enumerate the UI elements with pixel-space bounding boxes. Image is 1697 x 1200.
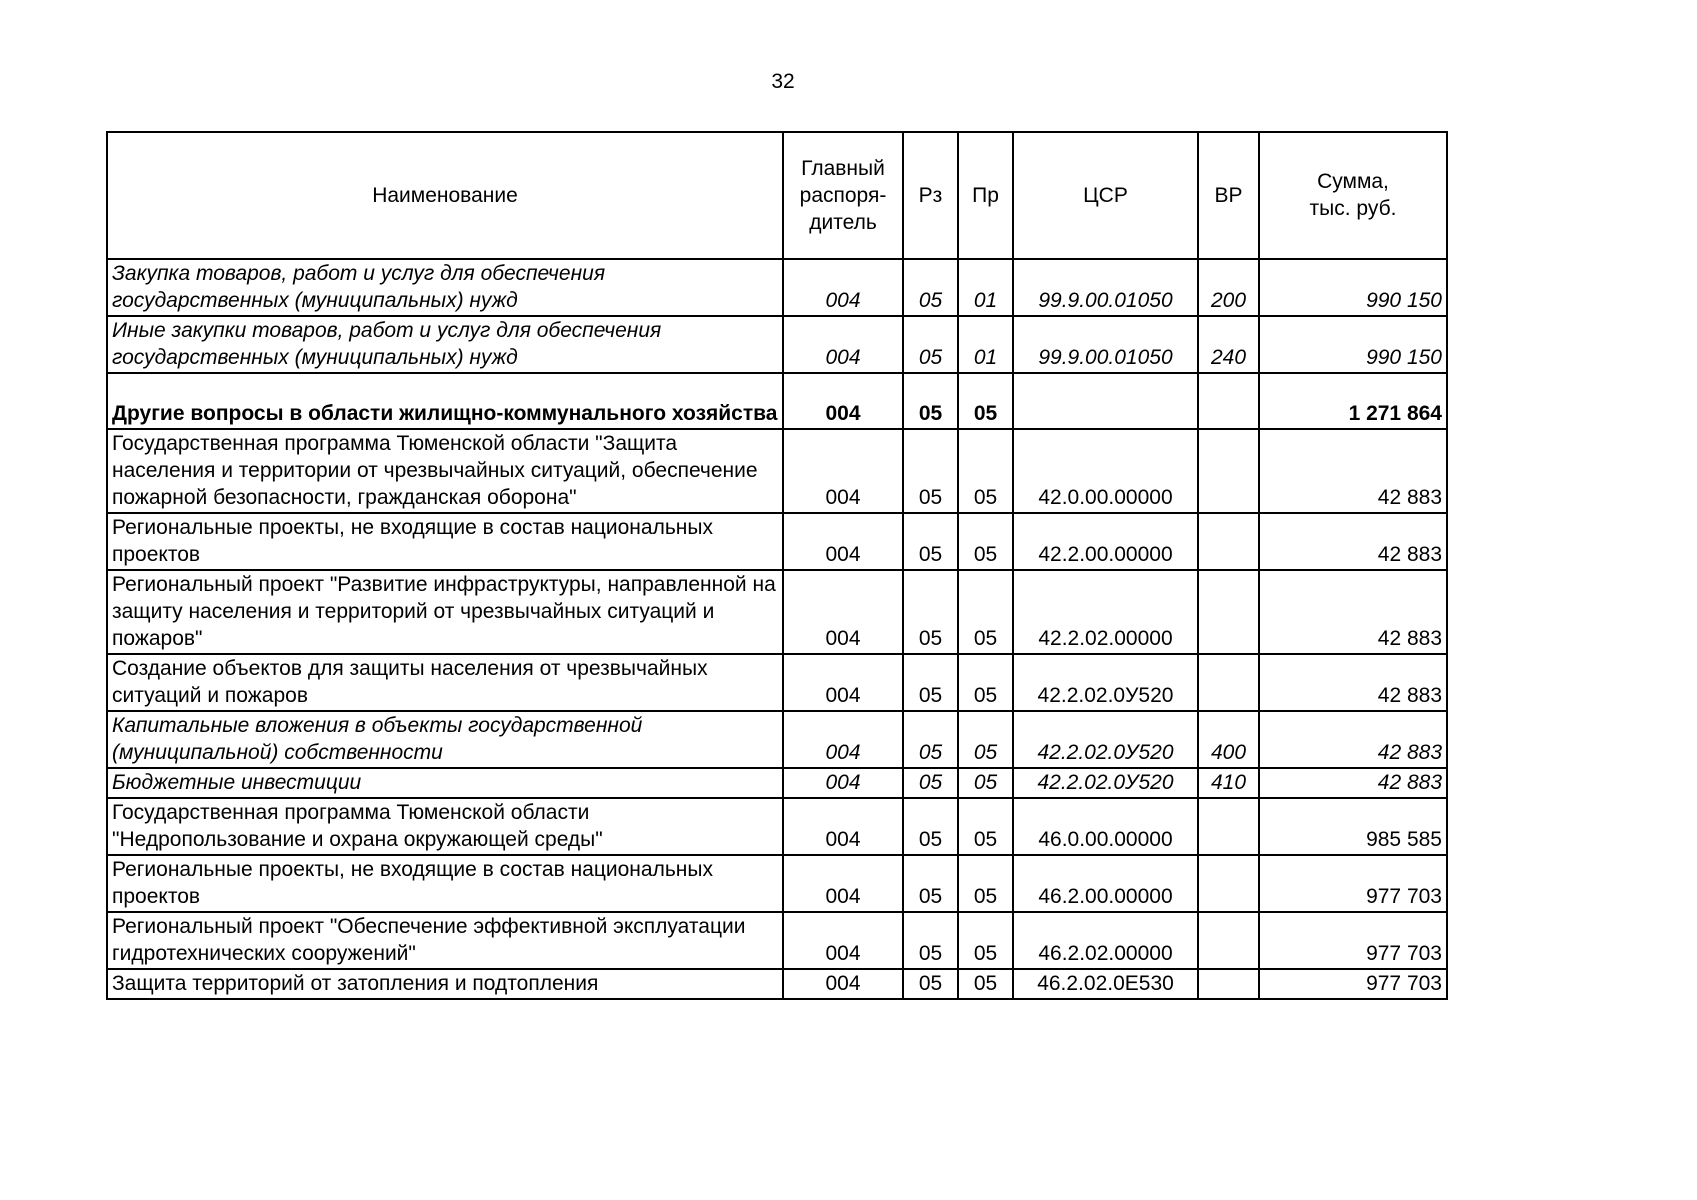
table-row	[107, 969, 1447, 999]
cell-sum: 977 703	[1259, 969, 1447, 999]
table-row	[107, 259, 1447, 316]
cell-name: Защита территорий от затопления и подтопления	[107, 969, 783, 999]
cell-vr	[1198, 570, 1259, 654]
cell-name: Региональный проект "Развитие инфраструктуры, направленной на защиту населения и территорий от чрезвычайных ситуаций и пожаров"	[107, 570, 783, 654]
cell-vr	[1198, 654, 1259, 711]
cell-sum: 42 883	[1259, 570, 1447, 654]
table-row	[107, 798, 1447, 855]
cell-csr: 42.2.02.0У520	[1013, 654, 1198, 711]
cell-pr: 05	[958, 855, 1013, 912]
cell-vr: 240	[1198, 316, 1259, 373]
cell-pr: 05	[958, 798, 1013, 855]
cell-rz: 05	[903, 768, 958, 798]
cell-vr: 410	[1198, 768, 1259, 798]
table-row	[107, 711, 1447, 768]
cell-csr: 42.2.02.00000	[1013, 570, 1198, 654]
cell-chief: 004	[783, 768, 903, 798]
cell-chief: 004	[783, 711, 903, 768]
table-row	[107, 513, 1447, 570]
cell-csr: 42.2.02.0У520	[1013, 768, 1198, 798]
cell-sum: 977 703	[1259, 912, 1447, 969]
cell-chief: 004	[783, 855, 903, 912]
cell-sum: 977 703	[1259, 855, 1447, 912]
cell-name: Создание объектов для защиты населения от чрезвычайных ситуаций и пожаров	[107, 654, 783, 711]
cell-rz: 05	[903, 429, 958, 513]
cell-sum: 1 271 864	[1259, 373, 1447, 429]
cell-vr	[1198, 513, 1259, 570]
header-chief	[783, 132, 903, 259]
header-sum-line-2: тыс. руб.	[1309, 197, 1397, 220]
header-rz: Рз	[903, 132, 958, 259]
header-sum-line-1: Сумма,	[1317, 170, 1389, 193]
header-csr: ЦСР	[1013, 132, 1198, 259]
cell-pr: 05	[958, 513, 1013, 570]
cell-sum: 42 883	[1259, 429, 1447, 513]
cell-pr: 05	[958, 768, 1013, 798]
cell-sum: 42 883	[1259, 768, 1447, 798]
header-pr: Пр	[958, 132, 1013, 259]
cell-chief: 004	[783, 259, 903, 316]
header-chief-line-3: дитель	[809, 210, 877, 234]
cell-vr: 400	[1198, 711, 1259, 768]
header-chief-line-1: Главный	[801, 156, 885, 180]
cell-pr: 05	[958, 711, 1013, 768]
page-number: 32	[771, 70, 795, 93]
cell-csr: 42.2.02.0У520	[1013, 711, 1198, 768]
cell-name: Иные закупки товаров, работ и услуг для обеспечения государственных (муниципальных) нужд	[107, 316, 783, 373]
cell-rz: 05	[903, 654, 958, 711]
cell-pr: 05	[958, 373, 1013, 429]
cell-name: Закупка товаров, работ и услуг для обеспечения государственных (муниципальных) нужд	[107, 259, 783, 316]
cell-vr	[1198, 912, 1259, 969]
cell-name: Региональные проекты, не входящие в состав национальных проектов	[107, 855, 783, 912]
cell-rz: 05	[903, 373, 958, 429]
cell-rz: 05	[903, 798, 958, 855]
table-row	[107, 855, 1447, 912]
cell-csr: 99.9.00.01050	[1013, 316, 1198, 373]
header-name: Наименование	[107, 132, 783, 259]
cell-sum: 42 883	[1259, 711, 1447, 768]
cell-sum: 990 150	[1259, 259, 1447, 316]
budget-table	[106, 131, 1448, 1000]
cell-pr: 05	[958, 912, 1013, 969]
cell-vr	[1198, 969, 1259, 999]
cell-chief: 004	[783, 570, 903, 654]
cell-sum: 42 883	[1259, 513, 1447, 570]
table-row	[107, 912, 1447, 969]
cell-rz: 05	[903, 711, 958, 768]
cell-rz: 05	[903, 316, 958, 373]
cell-vr: 200	[1198, 259, 1259, 316]
cell-pr: 05	[958, 969, 1013, 999]
cell-csr: 46.2.00.00000	[1013, 855, 1198, 912]
cell-rz: 05	[903, 855, 958, 912]
cell-pr: 05	[958, 570, 1013, 654]
header-sum	[1259, 132, 1447, 259]
cell-pr: 01	[958, 316, 1013, 373]
cell-name: Другие вопросы в области жилищно-коммунального хозяйства	[107, 373, 783, 429]
table-row	[107, 373, 1447, 429]
cell-vr	[1198, 429, 1259, 513]
cell-rz: 05	[903, 259, 958, 316]
cell-rz: 05	[903, 969, 958, 999]
cell-csr: 42.0.00.00000	[1013, 429, 1198, 513]
cell-pr: 01	[958, 259, 1013, 316]
cell-chief: 004	[783, 316, 903, 373]
header-chief-line-2: распоря-	[799, 183, 887, 207]
cell-rz: 05	[903, 912, 958, 969]
cell-sum: 990 150	[1259, 316, 1447, 373]
table-row	[107, 768, 1447, 798]
cell-rz: 05	[903, 513, 958, 570]
cell-rz: 05	[903, 570, 958, 654]
cell-vr	[1198, 798, 1259, 855]
cell-name: Государственная программа Тюменской области "Защита населения и территории от чрезвычайных ситуаций, обеспечение пожарной безопасности, гражданская оборона"	[107, 429, 783, 513]
cell-vr	[1198, 373, 1259, 429]
cell-pr: 05	[958, 429, 1013, 513]
cell-sum: 985 585	[1259, 798, 1447, 855]
cell-chief: 004	[783, 912, 903, 969]
cell-vr	[1198, 855, 1259, 912]
table-row	[107, 316, 1447, 373]
cell-chief: 004	[783, 654, 903, 711]
cell-csr: 46.2.02.00000	[1013, 912, 1198, 969]
header-row	[107, 132, 1447, 259]
table-body	[107, 259, 1447, 999]
cell-chief: 004	[783, 373, 903, 429]
cell-csr	[1013, 373, 1198, 429]
cell-sum: 42 883	[1259, 654, 1447, 711]
cell-csr: 42.2.00.00000	[1013, 513, 1198, 570]
cell-name: Бюджетные инвестиции	[107, 768, 783, 798]
table-row	[107, 654, 1447, 711]
cell-name: Региональные проекты, не входящие в состав национальных проектов	[107, 513, 783, 570]
cell-chief: 004	[783, 798, 903, 855]
cell-chief: 004	[783, 513, 903, 570]
header-vr: ВР	[1198, 132, 1259, 259]
cell-chief: 004	[783, 429, 903, 513]
cell-name: Капитальные вложения в объекты государственной (муниципальной) собственности	[107, 711, 783, 768]
table-row	[107, 429, 1447, 513]
cell-csr: 99.9.00.01050	[1013, 259, 1198, 316]
cell-csr: 46.0.00.00000	[1013, 798, 1198, 855]
cell-name: Региональный проект "Обеспечение эффективной эксплуатации гидротехнических сооружений"	[107, 912, 783, 969]
cell-csr: 46.2.02.0Е530	[1013, 969, 1198, 999]
cell-name: Государственная программа Тюменской области "Недропользование и охрана окружающей среды"	[107, 798, 783, 855]
cell-pr: 05	[958, 654, 1013, 711]
table-row	[107, 570, 1447, 654]
cell-chief: 004	[783, 969, 903, 999]
